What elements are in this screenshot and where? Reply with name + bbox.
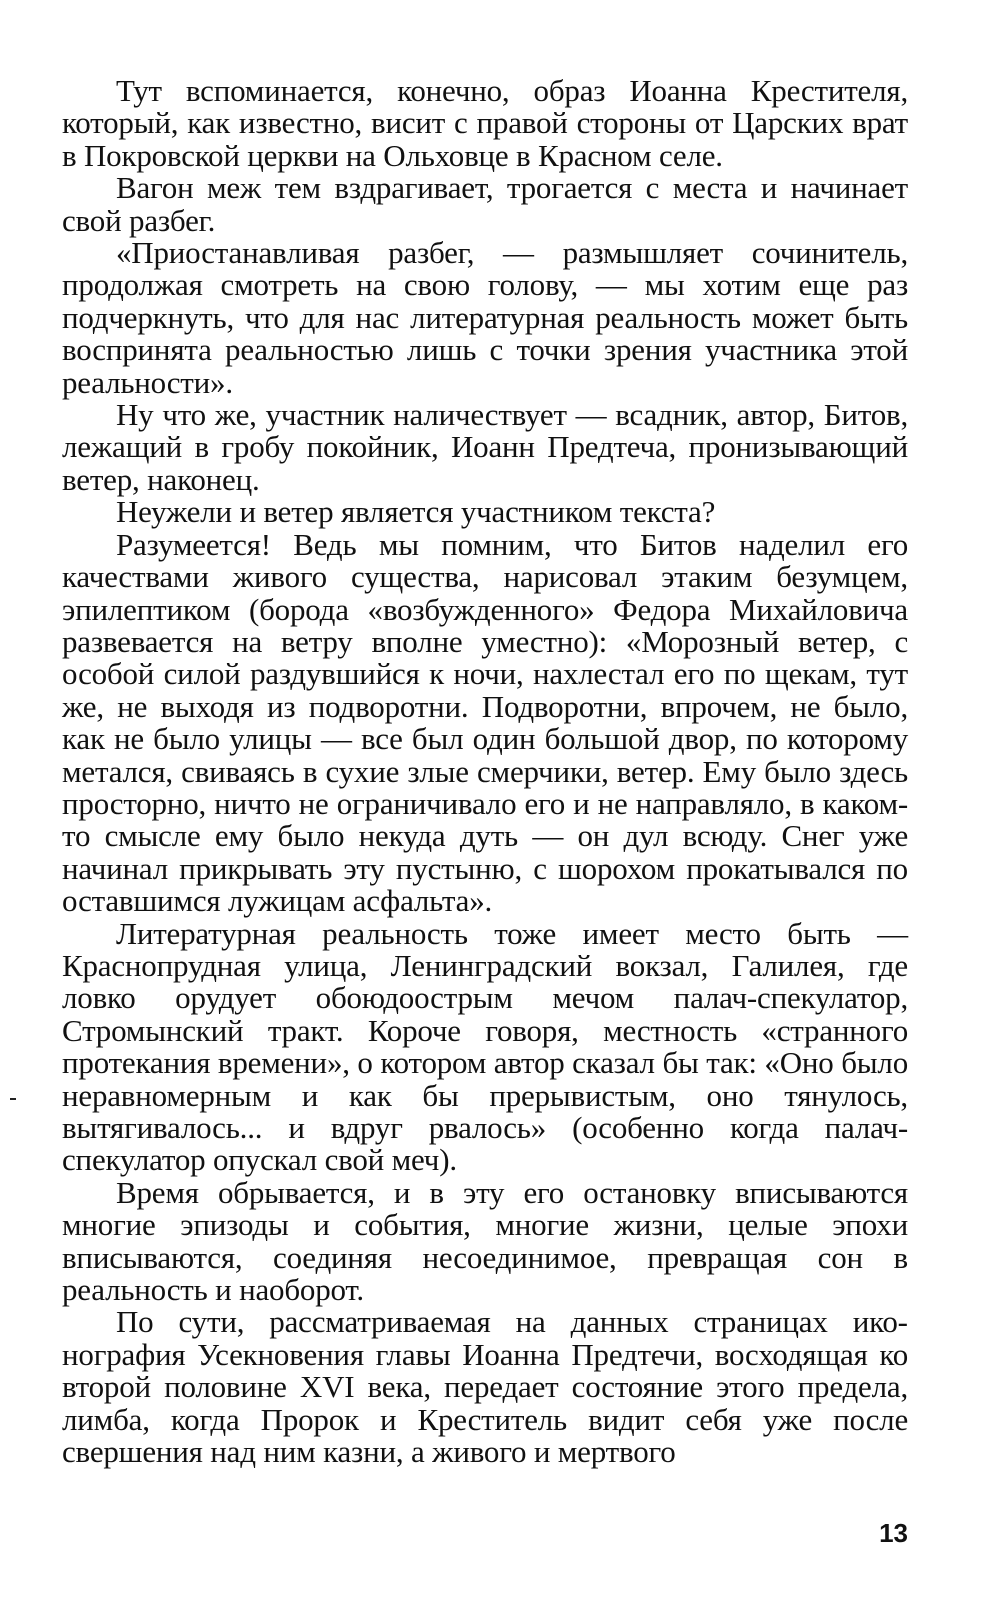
page-number: 13 [879,1518,908,1548]
paragraph: Разумеется! Ведь мы помним, что Битов наделил его качествами живого существа, нарисовал этаким безумцем, эпилептиком (борода «возбужденного» Федора Михайловича развевается на ветру вполне уместно): «Морозный ветер, с особой силой раздувшийся к ночи, нахлестал его по щекам, тут же, не выходя из подворотни. Подворотни, впрочем, не было, как не было улицы — все был один большой двор, по которому метался, свиваясь в сухие злые смерчики, ветер. Ему было здесь просторно, ничто не ограничивало его и не направляло, в каком-то смысле ему было некуда дуть — он дул всюду. Снег уже начинал прикрывать эту пустыню, с шорохом прокатывался по оставшимся лужицам асфальта». [62,526,908,919]
paragraph: Время обрывается, и в эту его остановку вписываются многие эпизоды и события, многие жизни, целые эпохи вписываются, соединяя несоединимое, превращая сон в реальность и наоборот. [62,1174,908,1308]
paragraph: По сути, рассматриваемая на данных страницах иконография Усекновения главы Иоанна Предтечи, восходящая ко второй половине XVI века, передает состояние этого предела, лимба, когда Пророк и Креститель видит себя уже после свершения над ним казни, а живого и мертвого [62,1304,908,1470]
paragraph: «Приостанавливая разбег, — размышляет сочинитель, продолжая смотреть на свою голову, — мы хотим еще раз подчеркнуть, что для нас литературная реальность может быть воспринята реальностью лишь с точки зрения участника этой реальности». [62,235,908,400]
page-body [62,75,908,1468]
paragraph: Вагон меж тем вздрагивает, трогается с места и начинает свой разбег. [62,170,908,238]
paragraph: Ну что же, участник наличествует — всадник, автор, Битов, лежащий в гробу покойник, Иоанн Предтеча, пронизывающий ветер, наконец. [62,397,908,497]
margin-mark [10,1098,16,1100]
paragraph: Литературная реальность тоже имеет место быть — Краснопрудная улица, Ленинградский вокзал, Галилея, где ловко орудует обоюдоострым мечом палач-спекулатор, Стромынский тракт. Короче говоря, местность «странного протекания времени», о котором автор сказал бы так: «Оно было неравномерным и как бы прерывистым, оно тянулось, вытягивалось... и вдруг рвалось» (особенно когда палач-спекулатор опускал свой меч). [62,915,908,1178]
paragraph: Неужели и ветер является участником текста? [116,494,716,530]
paragraph: Тут вспоминается, конечно, образ Иоанна Крестителя, который, как известно, висит с правой стороны от Царских врат в Покровской церкви на Ольховце в Красном селе. [62,73,908,173]
